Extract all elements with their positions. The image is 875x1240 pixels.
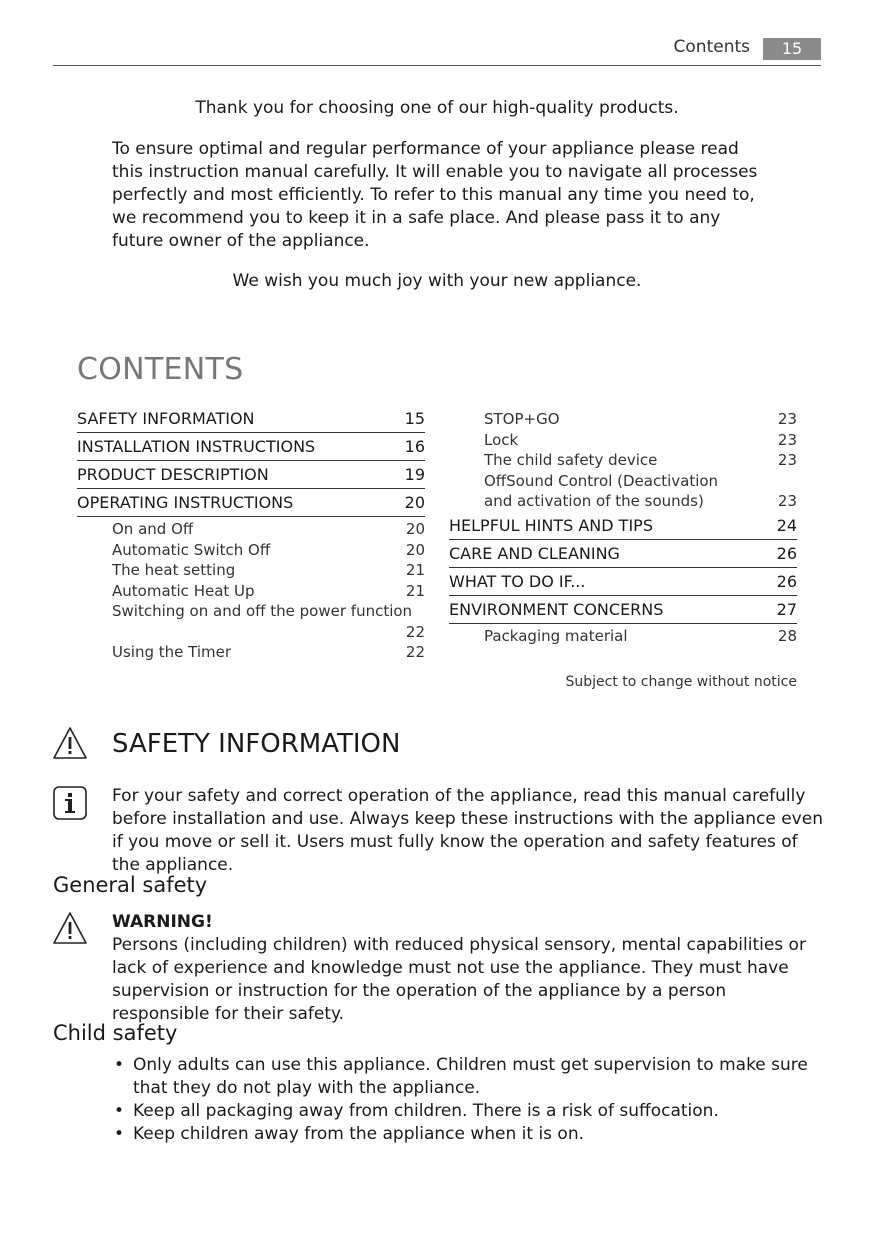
toc-subentry[interactable]: Packaging material 28 bbox=[484, 626, 797, 645]
toc-subentry[interactable]: Automatic Switch Off 20 bbox=[112, 540, 425, 559]
intro-thanks: Thank you for choosing one of our high-quality products. bbox=[195, 98, 679, 118]
list-item: • Keep all packaging away from children. There is a risk of suffocation. bbox=[112, 1100, 812, 1123]
toc-subentry[interactable]: Automatic Heat Up 21 bbox=[112, 581, 425, 600]
toc-entry[interactable]: INSTALLATION INSTRUCTIONS 16 bbox=[77, 433, 425, 461]
toc-entry[interactable]: CARE AND CLEANING 26 bbox=[449, 540, 797, 568]
child-safety-heading: Child safety bbox=[53, 1021, 178, 1045]
list-item: • Keep children away from the appliance when it is on. bbox=[112, 1123, 812, 1146]
child-safety-list bbox=[112, 1054, 812, 1146]
toc-subentry[interactable]: STOP+GO 23 bbox=[484, 410, 797, 428]
contents-title: CONTENTS bbox=[77, 352, 244, 387]
toc-subentries bbox=[449, 624, 797, 647]
change-notice: Subject to change without notice bbox=[565, 674, 797, 690]
toc-subentry[interactable]: The child safety device 23 bbox=[484, 451, 797, 469]
toc-subentry[interactable]: Using the Timer 22 bbox=[112, 643, 425, 661]
toc-entry[interactable]: ENVIRONMENT CONCERNS 27 bbox=[449, 596, 797, 624]
page-header bbox=[53, 36, 821, 66]
toc-entry[interactable]: OPERATING INSTRUCTIONS 20 bbox=[77, 489, 425, 517]
list-item: • Only adults can use this appliance. Children must get supervision to make sure that they do not play with the appliance. bbox=[112, 1054, 812, 1100]
header-section-title: Contents bbox=[673, 37, 750, 57]
toc-entry[interactable]: HELPFUL HINTS AND TIPS 24 bbox=[449, 512, 797, 540]
toc-subentries bbox=[449, 409, 797, 512]
intro-paragraph: To ensure optimal and regular performance of your appliance please read this instruction manual carefully. It will enable you to navigate all processes perfectly and most efficiently. To refer to this manual any time you need to, we recommend you to keep it in a safe place. And please pass it to any future owner of the appliance. bbox=[112, 139, 758, 251]
toc-subentry[interactable]: The heat setting 21 bbox=[112, 561, 425, 579]
warning-triangle-icon bbox=[52, 726, 88, 760]
toc-subentry[interactable]: Lock 23 bbox=[484, 430, 797, 449]
toc-right-column bbox=[449, 409, 797, 646]
warning-triangle-icon bbox=[52, 911, 88, 945]
warning-text: Persons (including children) with reduced physical sensory, mental capabilities or lack of experience and knowledge must not use the appliance. They must have supervision or instruction for the operation of the appliance by a person responsible for their safety. bbox=[112, 935, 806, 1024]
toc-entry[interactable]: SAFETY INFORMATION 15 bbox=[77, 405, 425, 433]
toc-subentry[interactable]: On and Off 20 bbox=[112, 520, 425, 538]
toc-subentries bbox=[77, 517, 425, 663]
toc-entry[interactable]: WHAT TO DO IF... 26 bbox=[449, 568, 797, 596]
page-number: 15 bbox=[763, 38, 821, 60]
safety-title: SAFETY INFORMATION bbox=[112, 729, 401, 759]
warning-block bbox=[112, 911, 824, 1026]
warning-title: WARNING! bbox=[112, 912, 213, 932]
toc-entry[interactable]: PRODUCT DESCRIPTION 19 bbox=[77, 461, 425, 489]
toc-subentry[interactable]: Switching on and off the power function 22 bbox=[112, 602, 425, 641]
toc-left-column bbox=[77, 405, 425, 663]
toc-subentry[interactable]: OffSound Control (Deactivation and activation of the sounds) 23 bbox=[484, 471, 797, 510]
general-safety-heading: General safety bbox=[53, 873, 208, 897]
safety-info-paragraph: For your safety and correct operation of the appliance, read this manual carefully before installation and use. Always keep these instructions with the appliance even if you move or sell it. Users must fully know the operation and safety features of the appliance. bbox=[112, 786, 823, 875]
info-icon bbox=[53, 786, 87, 820]
intro-wish: We wish you much joy with your new appliance. bbox=[232, 271, 642, 291]
